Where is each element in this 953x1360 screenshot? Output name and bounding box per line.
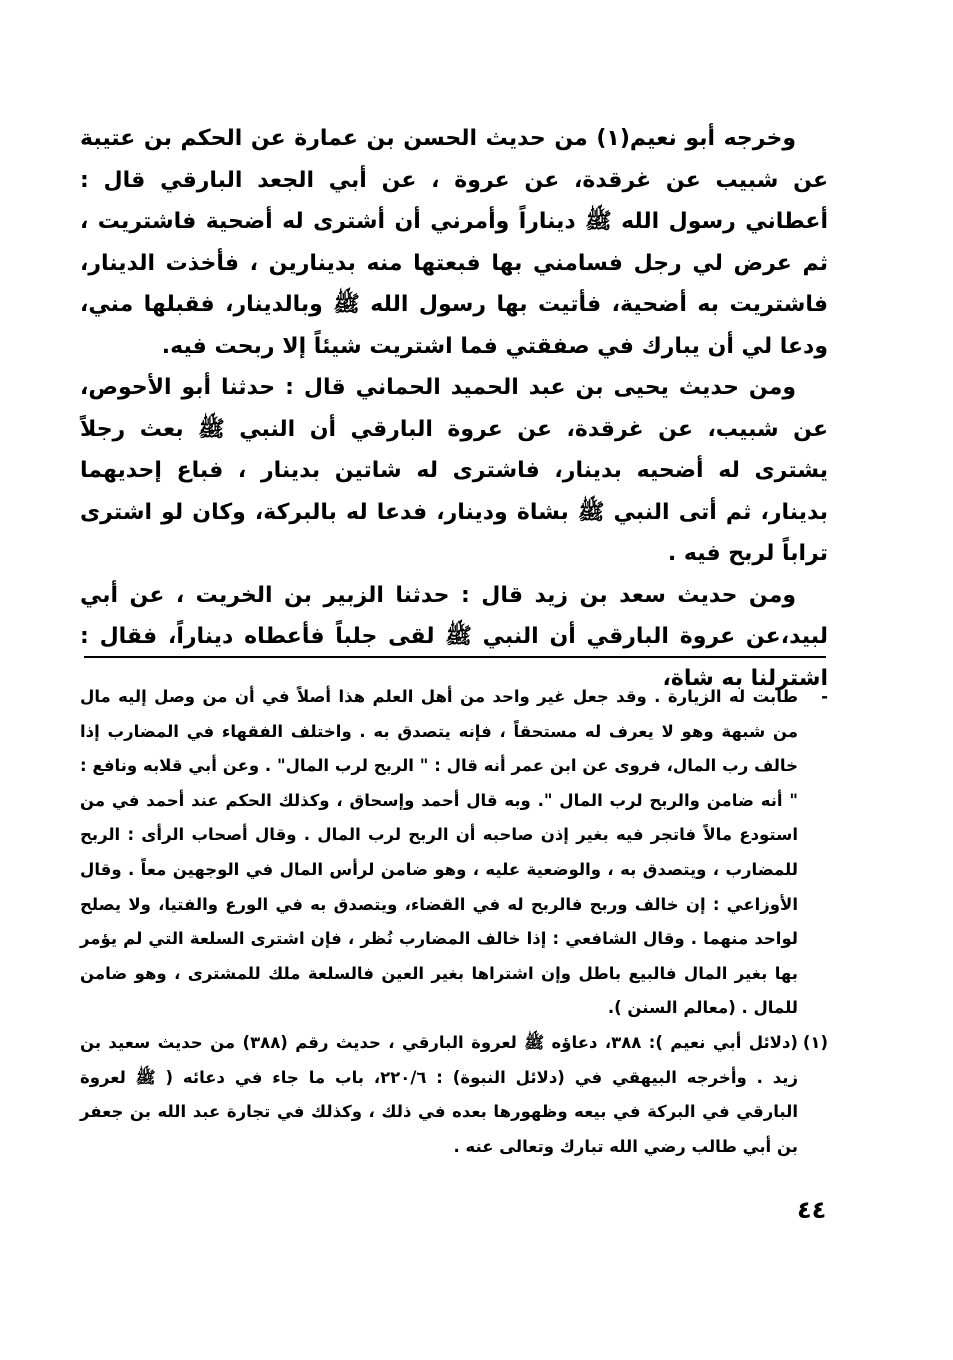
paragraph-yahya-hammani: ومن حديث يحيى بن عبد الحميد الحماني قال : حدثنا أبو الأحوص، عن شبيب، عن غرقدة، عن عروة البارقي أن النبي ﷺ بعث رجلاً يشترى له أضحيه بدينار، فاشترى له شاتين بدينار ، فباع إحديهما بدينار، ثم أتى النبي ﷺ بشاة ودينار، فدعا له بالبركة، وكان لو اشترى تراباً لربح فيه .	[80, 375, 828, 566]
paragraph-abu-nuaym: وخرجه أبو نعيم(١) من حديث الحسن بن عمارة عن الحكم بن عتيبة عن شبيب عن غرقدة، عن عروة ، عن أبي الجعد البارقي قال : أعطاني رسول الله ﷺ ديناراً وأمرني أن أشترى له أضحية فاشتريت ، ثم عرض لي رجل فسامني بها فبعتها منه بدينارين ، فأخذت الدينار، فاشتريت به أضحية، فأتيت بها رسول الله ﷺ وبالدينار، فقبلها مني، ودعا لي أن يبارك في صفقتي فما اشتريت شيئاً إلا ربحت فيه.	[80, 126, 828, 359]
footnote-text: طابت له الزيارة . وقد جعل غير واحد من أهل العلم هذا أصلاً في أن من وصل إليه مال من شبهة وهو لا يعرف له مستحقاً ، فإنه يتصدق به . واختلف الفقهاء في المضارب إذا خالف رب المال، فروى عن ابن عمر أنه قال : " الربح لرب المال" . وعن أبي قلابه ونافع : " أنه ضامن والربح لرب المال ". وبه قال أحمد وإسحاق ، وكذلك الحكم عند أحمد في من استودع مالاً فاتجر فيه بغير إذن صاحبه أن الربح لرب المال . وقال أصحاب الرأى : الربح للمضارب ، ويتصدق به ، والوضعية عليه ، وهو ضامن لرأس المال في الوجهين معاً . وقال الأوزاعي : إن خالف وربح فالربح له في القضاء، ويتصدق به في الورع والفتيا، ولا يصلح لواحد منهما . وقال الشافعي : إذا خالف المضارب نُظر ، فإن اشترى السلعة التي لم يؤمر بها بغير المال فالبيع باطل وإن اشتراها بغير العين فالسلعة ملك للمشترى ، وهو ضامن للمال . (معالم السنن ).	[80, 687, 798, 1018]
footnote-continuation	[80, 680, 828, 1026]
footnote-1	[80, 1026, 828, 1164]
footnote-marker: -	[821, 687, 828, 706]
footnotes-section	[80, 680, 828, 1164]
paragraph-saad-zayd: ومن حديث سعد بن زيد قال : حدثنا الزبير بن الخريت ، عن أبي لبيد،عن عروة البارقي أن النبي ﷺ لقى جلباً فأعطاه ديناراً، فقال : اشترلنا به شاة،	[80, 582, 828, 691]
main-body-text	[80, 118, 828, 699]
footnote-divider	[84, 656, 826, 658]
page-number: ٤٤	[797, 1196, 827, 1224]
footnote-marker: (١)	[802, 1032, 828, 1052]
footnote-text: (دلائل أبي نعيم ): ٣٨٨، دعاؤه ﷺ لعروة البارقي ، حديث رقم (٣٨٨) من حديث سعيد بن زيد . وأخرجه البيهقي في (دلائل النبوة) : ٢٢٠/٦، باب ما جاء في دعائه ( ﷺ لعروة البارقي في البركة في بيعه وظهورها بعده في ذلك ، وكذلك في تجارة عبد الله بن جعفر بن أبي طالب رضي الله تبارك وتعالى عنه .	[80, 1032, 798, 1156]
